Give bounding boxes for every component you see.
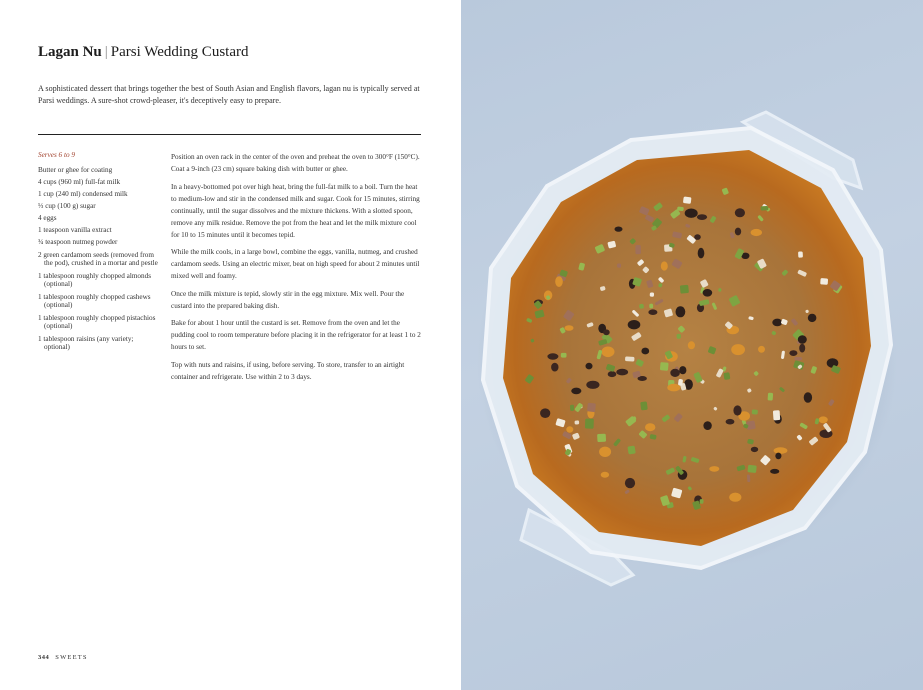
raisin-topping (799, 344, 805, 353)
serves-label: Serves 6 to 9 (38, 151, 75, 159)
cashew-topping (678, 379, 683, 386)
golden-raisin-topping (645, 423, 655, 431)
golden-raisin-topping (599, 447, 611, 457)
raisin-topping (670, 369, 680, 377)
page-number: 344 (38, 654, 50, 661)
raisin-topping (703, 289, 713, 297)
raisin-topping (571, 388, 581, 395)
ingredient-item: ¾ teaspoon nutmeg powder (38, 238, 118, 247)
raisin-topping (770, 469, 779, 474)
raisin-topping (676, 306, 686, 317)
golden-raisin-topping (774, 447, 788, 454)
cashew-topping (798, 251, 803, 257)
pistachio-topping (680, 285, 689, 294)
recipe-subtitle: Parsi Wedding Custard (110, 44, 249, 60)
ingredient-item: 1 tablespoon raisins (any variety; optional) (38, 334, 134, 352)
almond-topping (625, 356, 635, 361)
pistachio-topping (649, 304, 653, 309)
pistachio-topping (640, 401, 648, 410)
pistachio-topping (660, 362, 669, 371)
almond-skin-topping (617, 263, 621, 267)
raisin-topping (547, 353, 558, 359)
almond-skin-topping (635, 245, 641, 254)
cashew-topping (683, 196, 692, 204)
divider-rule (38, 134, 421, 135)
pistachio-topping (597, 434, 606, 442)
pistachio-topping (677, 334, 681, 339)
raisin-topping (603, 329, 610, 335)
cashew-topping (820, 278, 828, 285)
raisin-topping (804, 392, 812, 403)
raisin-topping (735, 208, 745, 217)
ingredient-item: 4 cups (960 ml) full-fat milk (38, 178, 121, 186)
ingredient-item: 1 tablespoon roughly chopped cashews (optional) (38, 292, 151, 310)
golden-raisin-topping (601, 472, 609, 478)
golden-raisin-topping (729, 493, 741, 502)
golden-raisin-topping (661, 261, 668, 270)
raisin-topping (616, 369, 628, 376)
ingredient-item: 1 teaspoon vanilla extract (38, 226, 112, 235)
cashew-topping (773, 410, 780, 420)
ingredient-item: 2 green cardamom seeds (removed from the pod), crushed in a mortar and pestle (38, 250, 158, 268)
raisin-topping (798, 335, 807, 344)
pistachio-topping (639, 304, 644, 309)
raisin-topping (679, 366, 686, 374)
raisin-topping (698, 248, 705, 259)
raisin-topping (789, 350, 797, 356)
pistachio-topping (723, 372, 730, 380)
right-page (461, 0, 923, 690)
custard-photo (461, 0, 923, 690)
raisin-topping (751, 447, 758, 452)
raisin-topping (772, 319, 782, 327)
raisin-topping (694, 234, 701, 240)
pistachio-topping (627, 445, 635, 454)
ingredients-column (38, 151, 158, 356)
raisin-topping (540, 408, 550, 418)
raisin-topping (726, 419, 735, 425)
raisin-topping (615, 227, 623, 232)
ingredient-item: ⅓ cup (100 g) sugar (38, 202, 96, 211)
method-column (171, 151, 421, 388)
pistachio-topping (585, 419, 594, 429)
ingredient-item: 1 tablespoon roughly chopped almonds (optional) (38, 271, 151, 289)
almond-skin-topping (747, 474, 751, 482)
title-separator: | (104, 44, 108, 60)
cashew-topping (650, 292, 654, 296)
ingredient-item: 1 tablespoon roughly chopped pistachios (optional) (38, 313, 156, 331)
raisin-topping (648, 309, 657, 315)
pistachio-topping (677, 206, 684, 211)
ingredient-item: Butter or ghee for coating (38, 165, 113, 174)
pistachio-topping (768, 393, 774, 401)
section-name: SWEETS (55, 654, 88, 661)
raisin-topping (703, 421, 711, 430)
almond-topping (574, 420, 579, 424)
raisin-topping (586, 363, 593, 370)
method-step: In a heavy-bottomed pot over high heat, bring the full-fat milk to a boil. Turn the heat to medium-low and stir in the condensed milk and sugar. Cook for 15 minutes, stirring continually, until the sugar dissolves and the mixture thickens. With a slotted spoon, remove any milk residue. Remove the pot from the heat and let the milk mixture cool for 10 to 15 minutes until it becomes tepid. (171, 182, 420, 239)
raisin-topping (733, 405, 741, 415)
raisin-topping (625, 478, 635, 488)
golden-raisin-topping (819, 416, 828, 423)
raisin-topping (775, 453, 781, 460)
ingredient-list (38, 166, 158, 352)
pistachio-topping (761, 206, 769, 211)
golden-raisin-topping (602, 347, 615, 358)
golden-raisin-topping (566, 426, 573, 432)
raisin-topping (608, 371, 617, 377)
raisin-topping (586, 381, 599, 389)
almond-skin-topping (587, 403, 596, 412)
recipe-title (38, 44, 248, 61)
left-page (0, 0, 461, 690)
recipe-name: Lagan Nu (38, 44, 102, 60)
raisin-topping (641, 348, 649, 355)
page-footer (38, 654, 88, 661)
method-step: Bake for about 1 hour until the custard is set. Remove from the oven and let the pudding cool to room temperature before placing it in the refrigerator for at least 1 to 2 hours to set. (171, 319, 421, 351)
ingredient-item: 1 cup (240 ml) condensed milk (38, 190, 128, 199)
golden-raisin-topping (731, 344, 745, 355)
pistachio-topping (700, 499, 704, 504)
raisin-topping (735, 228, 741, 236)
golden-raisin-topping (709, 466, 719, 472)
golden-raisin-topping (758, 346, 765, 353)
raisin-topping (697, 214, 707, 220)
method-step: While the milk cools, in a large bowl, combine the eggs, vanilla, nutmeg, and crushed cardamom seeds. Using an electric mixer, beat on high speed for about 2 minutes until mixed well and foamy. (171, 248, 420, 280)
ingredient-item: 4 eggs (38, 214, 57, 223)
raisin-topping (808, 314, 817, 322)
raisin-topping (685, 209, 698, 218)
method-step: Position an oven rack in the center of the oven and preheat the oven to 300°F (150°C). Coat a 9-inch (23 cm) square baking dish with butter or ghee. (171, 153, 420, 173)
raisin-topping (551, 363, 558, 372)
pistachio-topping (752, 409, 758, 414)
pistachio-topping (561, 353, 567, 358)
golden-raisin-topping (667, 384, 680, 392)
raisin-topping (628, 320, 641, 329)
method-step: Once the milk mixture is tepid, slowly stir in the egg mixture. Mix well. Pour the custard into the prepared baking dish. (171, 289, 405, 310)
golden-raisin-topping (688, 341, 695, 349)
pistachio-topping (570, 405, 574, 411)
golden-raisin-topping (565, 325, 574, 331)
method-step: Top with nuts and raisins, if using, before serving. To store, transfer to an airtight container and refrigerate. Use within 2 to 3 days. (171, 360, 405, 381)
pistachio-topping (747, 465, 756, 473)
recipe-intro: A sophisticated dessert that brings together the best of South Asian and English flavors, lagan nu is typically served at Parsi weddings. A sure-shot crowd-pleaser, it's deceptively easy to prepare. (38, 84, 420, 105)
golden-raisin-topping (751, 229, 762, 236)
golden-raisin-topping (555, 276, 563, 287)
almond-skin-topping (795, 357, 803, 360)
